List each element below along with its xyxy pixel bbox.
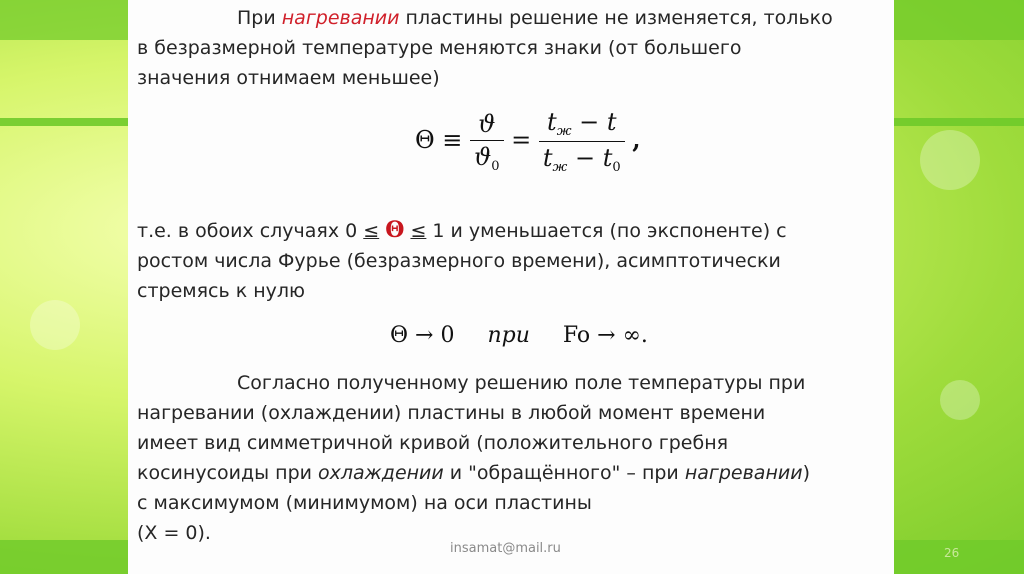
symbol: t bbox=[547, 108, 557, 136]
fraction-denominator bbox=[539, 142, 625, 175]
fraction-denominator bbox=[470, 141, 503, 174]
background-bubble bbox=[920, 130, 980, 190]
fraction-temperatures bbox=[539, 108, 625, 175]
subscript: ж bbox=[556, 124, 572, 139]
limit-word: при bbox=[487, 323, 530, 348]
formula-lhs: Θ ≡ bbox=[415, 126, 463, 154]
background-bubble bbox=[30, 300, 80, 350]
footer-email: insamat@mail.ru bbox=[450, 541, 561, 556]
theta-symbol: Θ bbox=[385, 217, 405, 243]
paragraph-line: стремясь к нулю bbox=[137, 280, 306, 302]
subscript: 0 bbox=[612, 160, 621, 175]
symbol: ϑ bbox=[474, 142, 492, 171]
limit-right: Fo → ∞. bbox=[562, 323, 648, 348]
paragraph-line: Согласно полученному решению поле температуры при bbox=[237, 372, 806, 394]
highlight-heating: нагревании bbox=[281, 7, 400, 29]
italic-cooling: охлаждении bbox=[318, 462, 444, 484]
paragraph-line: нагревании (охлаждении) пластины в любой момент времени bbox=[137, 402, 766, 424]
less-equal-sign: ≤ bbox=[363, 220, 380, 242]
symbol: − t bbox=[571, 108, 617, 136]
subscript: 0 bbox=[491, 158, 500, 174]
background-bubble bbox=[940, 380, 980, 420]
italic-heating: нагревании bbox=[684, 462, 803, 484]
text: пластины решение не изменяется, только bbox=[399, 7, 833, 29]
paragraph-line bbox=[137, 215, 877, 246]
paragraph-line: (X = 0). bbox=[137, 522, 211, 544]
text: и "обращённого" – при bbox=[443, 462, 685, 484]
paragraph-line: значения отнимаем меньшее) bbox=[137, 67, 440, 89]
subscript: ж bbox=[552, 160, 568, 175]
text: т.е. в обоих случаях 0 bbox=[137, 220, 364, 242]
page-number: 26 bbox=[944, 546, 960, 560]
formula-dimensionless-temperature bbox=[415, 108, 641, 175]
paragraph-line bbox=[137, 458, 877, 488]
formula-limit bbox=[390, 323, 648, 348]
paragraph-line: с максимумом (минимумом) на оси пластины bbox=[137, 492, 592, 514]
paragraph-line: в безразмерной температуре меняются знаки (от большего bbox=[137, 37, 742, 59]
text: При bbox=[237, 7, 282, 29]
fraction-numerator: ϑ bbox=[470, 110, 503, 141]
formula-equals: = bbox=[511, 126, 532, 154]
symbol: t bbox=[542, 144, 553, 172]
less-equal-sign: ≤ bbox=[410, 220, 427, 242]
text: 1 и уменьшается (по экспоненте) с bbox=[426, 220, 787, 242]
paragraph-heating-intro bbox=[137, 3, 877, 93]
paragraph-line: имеет вид симметричной кривой (положительного гребня bbox=[137, 432, 729, 454]
formula-comma: , bbox=[632, 125, 641, 154]
fraction-numerator bbox=[539, 108, 625, 142]
paragraph-line bbox=[137, 3, 877, 33]
fraction-theta bbox=[470, 110, 503, 174]
symbol: − t bbox=[567, 144, 613, 172]
text: косинусоиды при bbox=[137, 462, 319, 484]
paragraph-both-cases bbox=[137, 215, 877, 306]
paragraph-temperature-field bbox=[137, 368, 877, 548]
text: ) bbox=[802, 462, 810, 484]
limit-left: Θ → 0 bbox=[390, 323, 455, 348]
paragraph-line: ростом числа Фурье (безразмерного времени), асимптотически bbox=[137, 250, 781, 272]
